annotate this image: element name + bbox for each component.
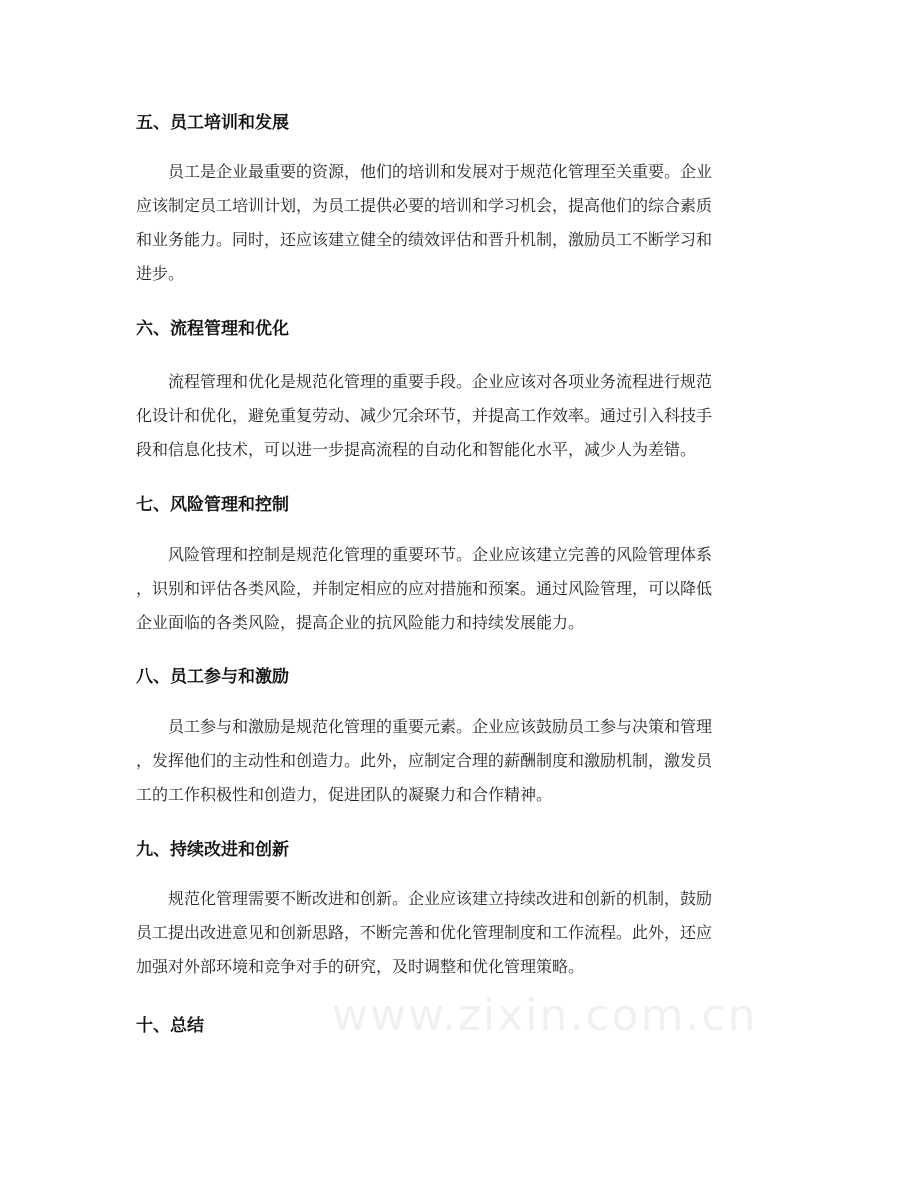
section-heading: 七、风险管理和控制: [136, 495, 289, 515]
paragraph-line: 应该制定员工培训计划，为员工提供必要的培训和学习机会，提高他们的综合素质: [136, 196, 713, 215]
section-heading: 六、流程管理和优化: [136, 319, 289, 339]
paragraph-line: 流程管理和优化是规范化管理的重要手段。企业应该对各项业务流程进行规范: [168, 372, 713, 391]
paragraph-line: 员工是企业最重要的资源，他们的培训和发展对于规范化管理至关重要。企业: [168, 162, 713, 181]
paragraph-line: 员工提出改进意见和创新思路，不断完善和优化管理制度和工作流程。此外，还应: [136, 923, 713, 942]
paragraph-line: 风险管理和控制是规范化管理的重要环节。企业应该建立完善的风险管理体系: [168, 545, 713, 564]
paragraph-line: 员工参与和激励是规范化管理的重要元素。企业应该鼓励员工参与决策和管理: [168, 717, 713, 736]
paragraph-line: 化设计和优化，避免重复劳动、减少冗余环节，并提高工作效率。通过引入科技手: [136, 406, 713, 425]
section-paragraph: [136, 155, 786, 291]
section-paragraph: [136, 710, 786, 812]
paragraph-line: 工的工作积极性和创造力，促进团队的凝聚力和合作精神。: [136, 785, 553, 804]
paragraph-line: 进步。: [136, 264, 185, 283]
section-heading: 九、持续改进和创新: [136, 840, 289, 860]
section-heading: 十、总结: [136, 1016, 204, 1036]
paragraph-line: 规范化管理需要不断改进和创新。企业应该建立持续改进和创新的机制，鼓励: [168, 889, 713, 908]
section-heading: 八、员工参与和激励: [136, 667, 289, 687]
section-paragraph: [136, 538, 786, 640]
paragraph-line: 加强对外部环境和竞争对手的研究，及时调整和优化管理策略。: [136, 957, 585, 976]
paragraph-line: 段和信息化技术，可以进一步提高流程的自动化和智能化水平，减少人为差错。: [136, 440, 697, 459]
section-paragraph: [136, 365, 786, 467]
paragraph-line: ，识别和评估各类风险，并制定相应的应对措施和预案。通过风险管理，可以降低: [136, 579, 713, 598]
paragraph-line: ，发挥他们的主动性和创造力。此外，应制定合理的薪酬制度和激励机制，激发员: [136, 751, 713, 770]
section-heading: 五、员工培训和发展: [136, 113, 289, 133]
paragraph-line: 和业务能力。同时，还应该建立健全的绩效评估和晋升机制，激励员工不断学习和: [136, 230, 713, 249]
paragraph-line: 企业面临的各类风险，提高企业的抗风险能力和持续发展能力。: [136, 613, 585, 632]
watermark: www.zixin.com.cn: [332, 990, 758, 1041]
section-paragraph: [136, 882, 786, 984]
